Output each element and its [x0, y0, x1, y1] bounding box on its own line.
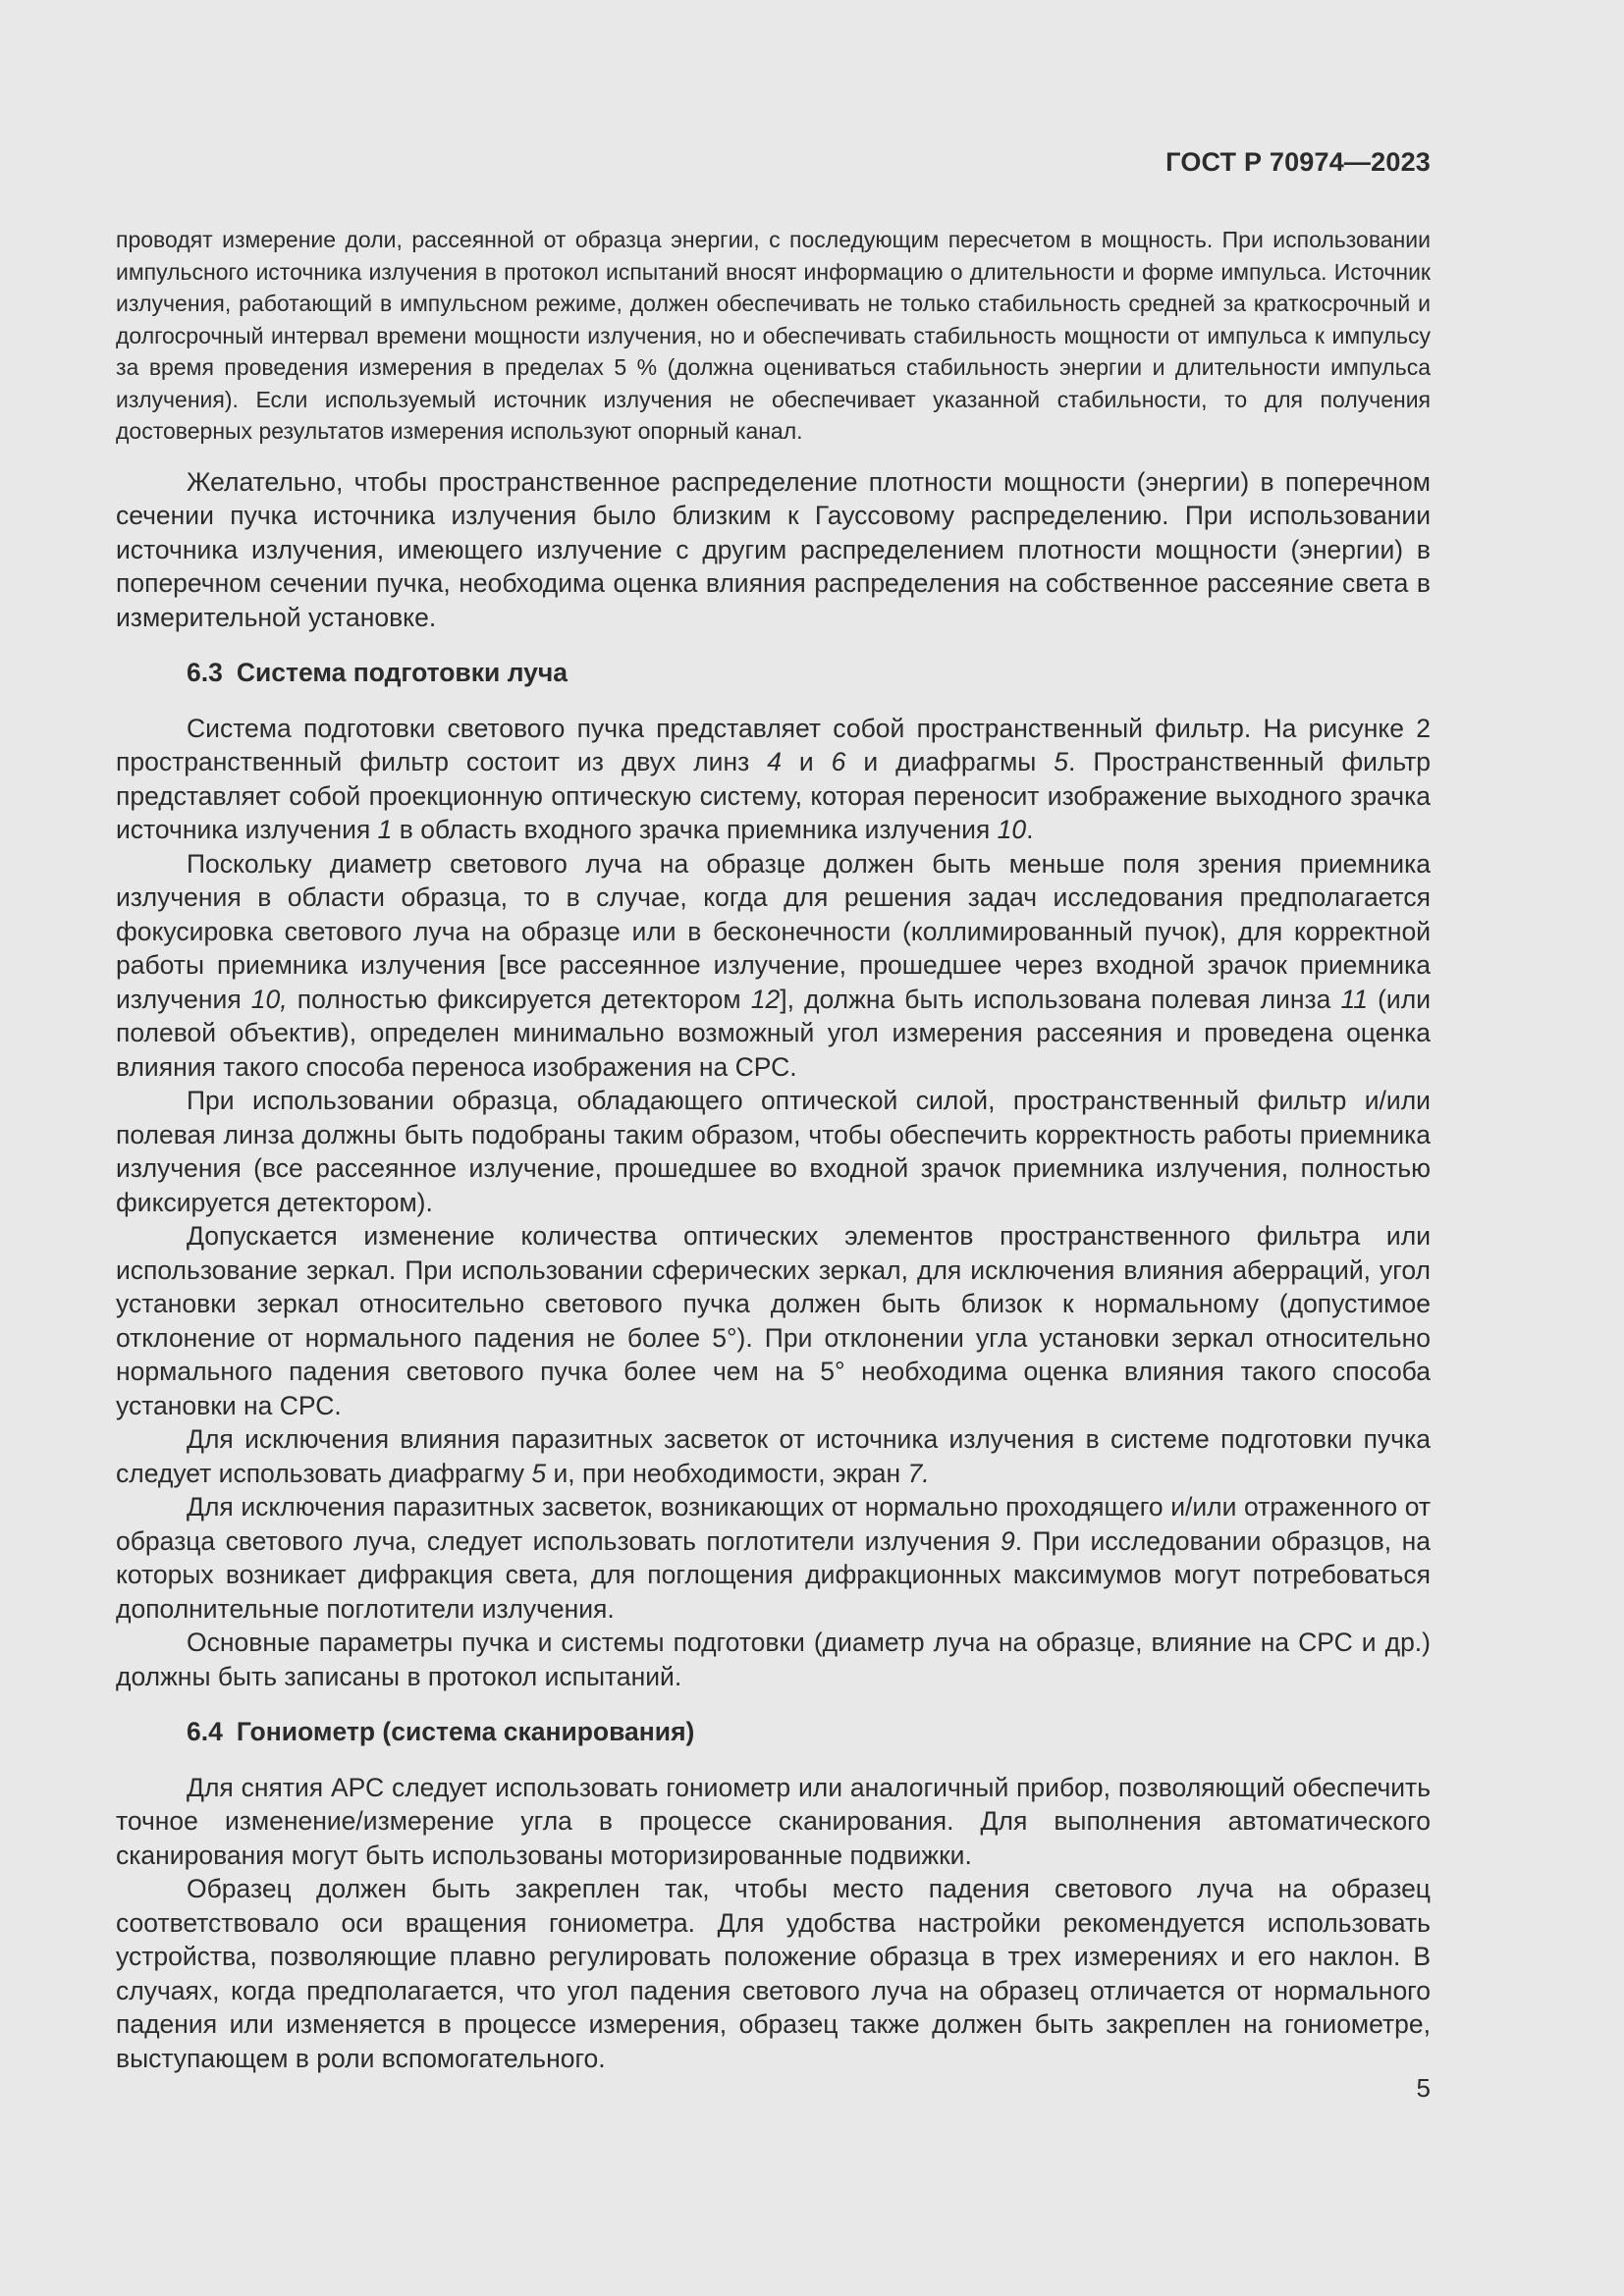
section-number: 6.4 — [187, 1717, 223, 1746]
ref-receiver-10: 10, — [250, 984, 288, 1014]
ref-lens-4: 4 — [767, 747, 782, 776]
paragraph-gaussian-distribution: Желательно, чтобы пространственное распределение плотности мощности (энергии) в поперечном сечении пучка источника излучения было близким к Гауссовому распределению. При использовании источника излучения, имеющего излучение с другим распределением плотности мощности (энергии) в поперечном сечении пучка, необходима оценка влияния распределения на собственное рассеяние света в измерительной установке. — [116, 466, 1431, 632]
ref-field-lens-11: 11 — [1340, 984, 1369, 1014]
paragraph-beam-parameters: Основные параметры пучка и системы подготовки (диаметр луча на образце, влияние на СРС и др.) должны быть записаны в протокол испытаний. — [116, 1628, 1431, 1691]
ref-diaphragm-5: 5 — [531, 1458, 547, 1488]
paragraph-spatial-filter: Система подготовки светового пучка представляет собой пространственный фильтр. На рисунке 2 пространственный фильтр состоит из двух линз 4 и 6 и диафрагмы 5. Пространственный фильтр представляет собой проекционную оптическую систему, которая переносит изображение выходного зрачка источника излучения 1 в область входного зрачка приемника излучения 10. — [116, 713, 1432, 844]
paragraph-absorbers: Для исключения паразитных засветок, возникающих от нормально проходящего и/или отраженного от образца светового луча, следует использовать поглотители излучения 9. При исследовании образцов, на которых возникает дифракция света, для поглощения дифракционных максимумов могут потребоваться дополнительные поглотители излучения. — [116, 1492, 1431, 1624]
document-header: ГОСТ Р 70974—2023 — [1165, 147, 1431, 177]
section-heading-6-3 — [187, 656, 1431, 690]
ref-screen-7: 7. — [907, 1458, 930, 1488]
ref-lens-6: 6 — [831, 747, 846, 776]
paragraph-mirrors: Допускается изменение количества оптических элементов пространственного фильтра или использование зеркал. При использовании сферических зеркал, для исключения влияния аберраций, угол установки зеркал относительно светового пучка должен быть близок к нормальному (допустимое отклонение от нормального падения не более 5°). При отклонении угла установки зеркал относительно нормального падения светового пучка более чем на 5° необходима оценка влияния такого способа установки на СРС. — [116, 1221, 1431, 1420]
paragraph-sample-mounting: Образец должен быть закреплен так, чтобы место падения светового луча на образец соответствовало оси вращения гониометра. Для удобства настройки рекомендуется использовать устройства, позволяющие плавно регулировать положение образца в трех измерениях и его наклон. В случаях, когда предполагается, что угол падения светового луча на образец отличается от нормального падения или изменяется в процессе измерения, образец также должен быть закреплен на гониометре, выступающем в роли вспомогательного. — [116, 1874, 1431, 2073]
ref-detector-12: 12 — [750, 984, 781, 1014]
page-number: 5 — [1416, 2073, 1431, 2103]
paragraph-continuation: проводят измерение доли, рассеянной от образца энергии, с последующим пересчетом в мощность. При использовании импульсного источника излучения в протокол испытаний вносят информацию о длительности и форме импульса. Источник излучения, работающий в импульсном режиме, должен обеспечивать не только стабильность средней за краткосрочный и долгосрочный интервал времени мощности излучения, но и обеспечивать стабильность мощности от импульса к импульсу за время проведения измерения в пределах 5 % (должна оцениваться стабильность энергии и длительности импульса излучения). Если используемый источник излучения не обеспечивает указанной стабильности, то для получения достоверных результатов измерения используют опорный канал. — [116, 227, 1431, 444]
section-number: 6.3 — [187, 658, 223, 687]
section-title: Система подготовки луча — [236, 658, 568, 687]
paragraph-beam-diameter: Поскольку диаметр светового луча на образце должен быть меньше поля зрения приемника излучения в области образца, то в случае, когда для решения задач исследования предполагается фокусировка светового луча на образце или в бесконечности (коллимированный пучок), для корректной работы приемника излучения [все рассеянное излучение, прошедшее через входной зрачок приемника излучения 10, полностью фиксируется детектором 12], должна быть использована полевая линза 11 (или полевой объектив), определен минимально возможный угол измерения рассеяния и проведена оценка влияния такого способа переноса изображения на СРС. — [116, 848, 1431, 1082]
paragraph-optical-power: При использовании образца, обладающего оптической силой, пространственный фильтр и/или полевая линза должны быть подобраны таким образом, чтобы обеспечить корректность работы приемника излучения (все рассеянное излучение, прошедшее во входной зрачок приемника излучения, полностью фиксируется детектором). — [116, 1086, 1431, 1217]
section-title: Гониометр (система сканирования) — [236, 1717, 695, 1746]
document-body — [116, 224, 1431, 2075]
paragraph-stray-light-source: Для исключения влияния паразитных засветок от источника излучения в системе подготовки пучка следует использовать диафрагму 5 и, при необходимости, экран 7. — [116, 1424, 1431, 1488]
ref-diaphragm-5: 5 — [1054, 747, 1069, 776]
ref-receiver-10: 10 — [997, 815, 1027, 844]
paragraph-goniometer: Для снятия АРС следует использовать гониометр или аналогичный прибор, позволяющий обеспечить точное изменение/измерение угла в процессе сканирования. Для выполнения автоматического сканирования могут быть использованы моторизированные подвижки. — [116, 1772, 1431, 1870]
ref-absorber-9: 9 — [1000, 1525, 1015, 1556]
section-heading-6-4 — [187, 1715, 1431, 1749]
ref-source-1: 1 — [377, 815, 393, 844]
document-page — [116, 0, 1431, 2296]
